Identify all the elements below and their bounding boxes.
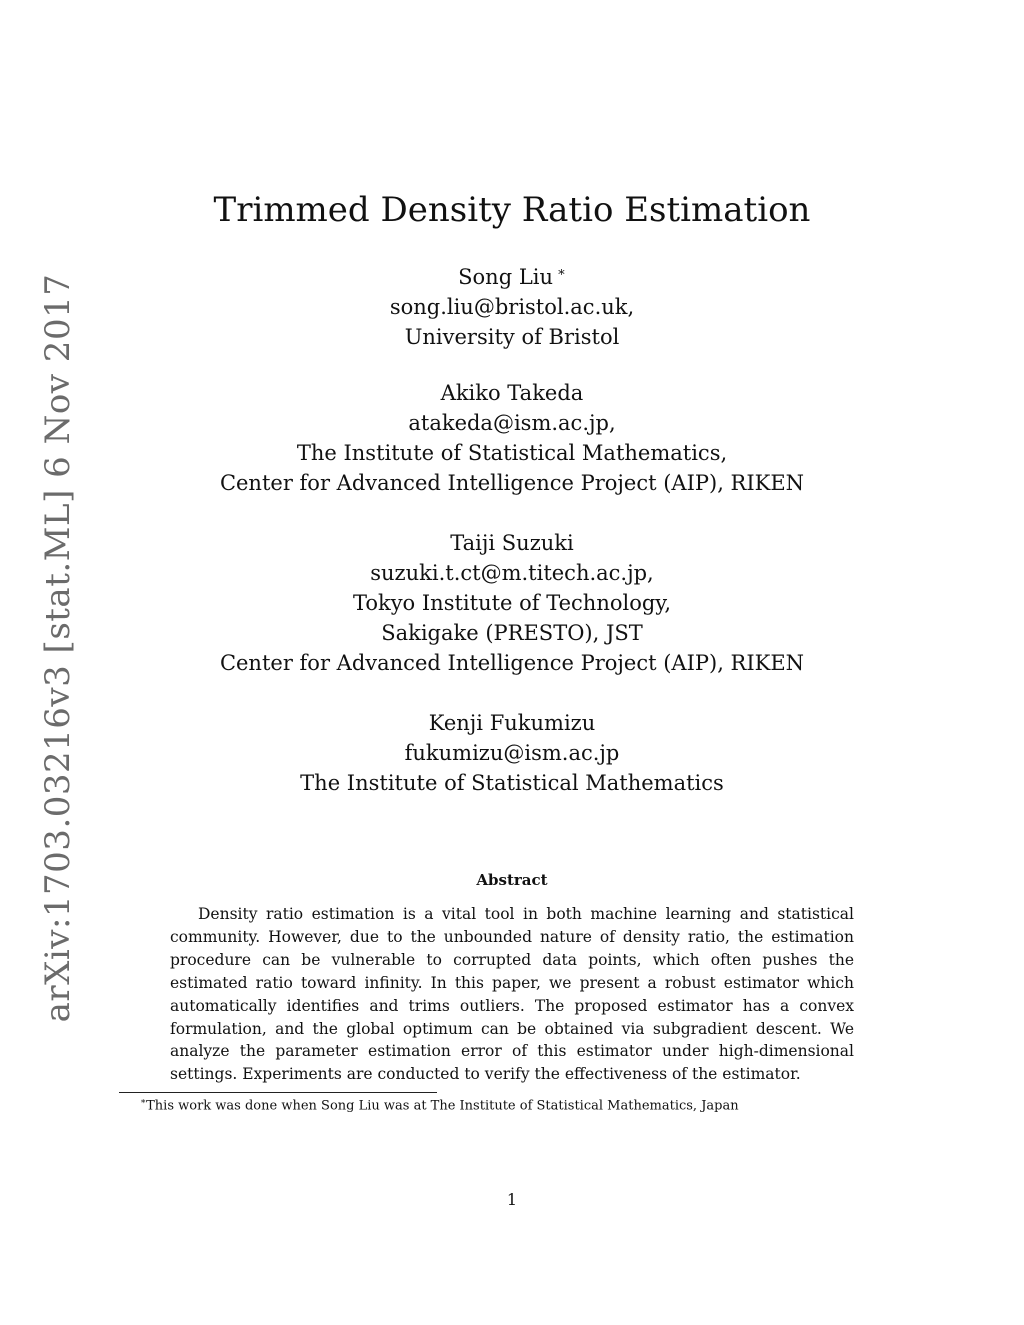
footnote-marker: ∗ (557, 265, 566, 280)
author-block-1 (0, 258, 1024, 352)
author-block-3 (0, 528, 1024, 678)
author-block-4 (0, 708, 1024, 798)
author-affiliation: The Institute of Statistical Mathematics (300, 771, 724, 795)
author-affiliation: The Institute of Statistical Mathematics, (296, 441, 728, 465)
arxiv-identifier-stamp: arXiv:1703.03216v3 [stat.ML] 6 Nov 2017 (38, 273, 78, 1023)
page-number: 1 (506, 1190, 518, 1209)
author-affiliation: Sakigake (PRESTO), JST (381, 621, 643, 645)
author-email: suzuki.t.ct@m.titech.ac.jp, (370, 561, 654, 585)
author-block-2 (0, 378, 1024, 498)
author-affiliation: Center for Advanced Intelligence Project (AIP), RIKEN (219, 471, 805, 495)
author-affiliation: Center for Advanced Intelligence Project (AIP), RIKEN (219, 651, 805, 675)
author-email: atakeda@ism.ac.jp, (408, 411, 616, 435)
paper-title: Trimmed Density Ratio Estimation (213, 190, 811, 230)
author-affiliation: Tokyo Institute of Technology, (352, 591, 672, 615)
footnote-text: This work was done when Song Liu was at The Institute of Statistical Mathematics, Japan (146, 1098, 739, 1114)
footnote-marker: ∗ (140, 1097, 147, 1107)
footnote (140, 1097, 739, 1113)
abstract-body: Density ratio estimation is a vital tool in both machine learning and statistical community. However, due to the unbounded nature of density ratio, the estimation procedure can be vulnerable to corrupted data points, which often pushes the estimated ratio toward infinity. In this paper, we present a robust estimator which automatically identifies and trims outliers. The proposed estimator has a convex formulation, and the global optimum can be obtained via subgradient descent. We analyze the parameter estimation error of this estimator under high-dimensional settings. Experiments are conducted to verify the effectiveness of the estimator. (170, 905, 854, 1084)
author-email: fukumizu@ism.ac.jp (404, 741, 620, 765)
author-name: Song Liu (458, 265, 553, 289)
author-affiliation: University of Bristol (404, 325, 620, 349)
author-name: Taiji Suzuki (450, 531, 574, 555)
abstract-heading: Abstract (476, 871, 548, 889)
footnote-divider (119, 1092, 437, 1093)
author-email: song.liu@bristol.ac.uk, (389, 295, 635, 319)
author-name: Kenji Fukumizu (428, 711, 596, 735)
author-name: Akiko Takeda (440, 381, 584, 405)
